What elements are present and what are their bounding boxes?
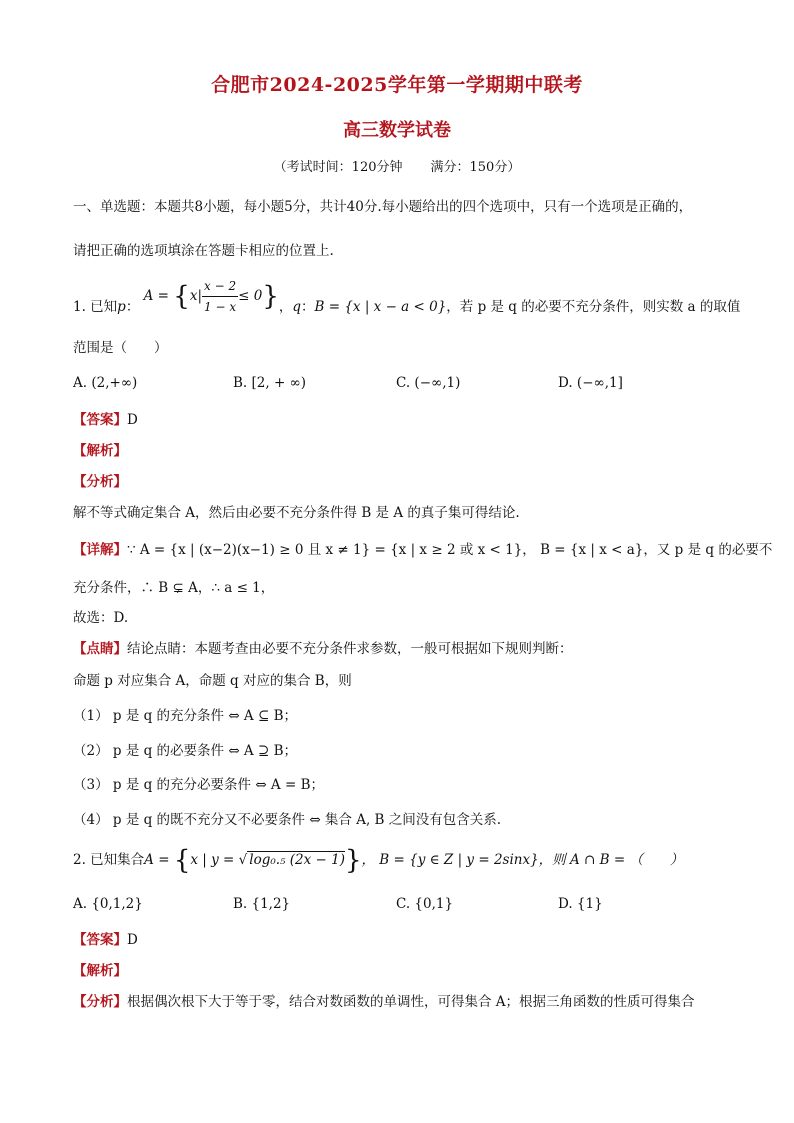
- q1-answer: [73, 410, 138, 430]
- q2-answer: [73, 930, 138, 950]
- q1-fenxi-tag: 【分析】: [73, 474, 127, 490]
- point-tag: 【点睛】: [73, 641, 127, 657]
- right-brace: }: [262, 281, 279, 312]
- q2-fenxi: [73, 992, 695, 1012]
- right-brace: }: [344, 845, 362, 876]
- left-brace: {: [173, 281, 190, 312]
- question-2-stem: [73, 845, 684, 876]
- q1-set-a: [144, 276, 279, 317]
- exam-subtitle: 高三数学试卷: [343, 120, 451, 141]
- fenxi-tag: 【分析】: [73, 994, 127, 1010]
- section-instructions-line1: 一、单选题：本题共8小题，每小题5分，共计40分.每小题给出的四个选项中，只有一个选项是正确的，: [73, 199, 693, 215]
- detail-text: ∵ A = {x | (x−2)(x−1) ≥ 0 且 x ≠ 1} = {x | x ≥ 2 或 x < 1}， B = {x | x < a}，又 p 是 q 的必要不: [127, 542, 773, 558]
- q1-choose: 故选：D.: [73, 610, 129, 626]
- q2-analysis-tag: 【解析】: [73, 963, 127, 979]
- question-2-options: [73, 894, 723, 914]
- q1-colon: ：: [125, 299, 140, 315]
- q1-fenxi: 解不等式确定集合 A，然后由必要不充分条件得 B 是 A 的真子集可得结论.: [73, 505, 520, 521]
- answer-value: D: [127, 932, 138, 948]
- q1-rule-intro: 命题 p 对应集合 A，命题 q 对应的集合 B，则: [73, 673, 352, 689]
- q1-rule-2: （2） p 是 q 的必要条件 ⇔ A ⊇ B；: [73, 743, 297, 759]
- point-text: 结论点睛：本题考查由必要不充分条件求参数，一般可根据如下规则判断：: [127, 641, 573, 657]
- q2-sqrt-body: log₀.₅ (2x − 1): [249, 852, 345, 868]
- q1-rule-1: （1） p 是 q 的充分条件 ⇔ A ⊆ B；: [73, 708, 297, 724]
- question-1-line2: 范围是（ ）: [73, 340, 168, 356]
- section-instructions-line2: 请把正确的选项填涂在答题卡相应的位置上.: [73, 243, 334, 259]
- q1-point: [73, 639, 573, 659]
- q1-set-a-rest: ≤ 0: [238, 288, 263, 304]
- exam-time: （考试时间：120分钟: [273, 160, 403, 175]
- q1-fraction: [202, 276, 238, 317]
- q1-set-b: B = {x | x − a < 0}: [314, 299, 447, 315]
- answer-tag: 【答案】: [73, 932, 127, 948]
- answer-value: D: [127, 412, 138, 428]
- q1-analysis-tag: 【解析】: [73, 443, 127, 459]
- answer-tag: 【答案】: [73, 412, 127, 428]
- q1-frac-den: 1 − x: [204, 300, 237, 314]
- q2-prefix: 2. 已知集合: [73, 852, 145, 868]
- q1-bar: |: [197, 288, 203, 304]
- detail-tag: 【详解】: [73, 542, 127, 558]
- exam-title: 合肥市2024-2025学年第一学期期中联考: [211, 74, 583, 96]
- question-1-options: [73, 373, 723, 393]
- left-brace: {: [173, 845, 191, 876]
- q1-q: q: [292, 299, 302, 315]
- fenxi-text: 根据偶次根下大于等于零，结合对数函数的单调性，可得集合 A；根据三角函数的性质可得集合: [127, 994, 695, 1010]
- q2-set-b: ， B = {y ∈ Z | y = 2sinx}，则 A ∩ B = （ ）: [361, 852, 684, 868]
- q1-rule-3: （3） p 是 q 的充分必要条件 ⇔ A = B；: [73, 777, 324, 793]
- question-1-stem: [73, 279, 741, 317]
- q1-set-a-left: A =: [143, 288, 174, 304]
- q1-sep: ，: [278, 299, 293, 315]
- q1-frac-num: x − 2: [202, 276, 238, 297]
- exam-info: [0, 156, 794, 175]
- q1-detail-line1: [73, 540, 772, 560]
- q1-set-a-x: x: [189, 288, 198, 304]
- q2-option-d: D. {1}: [558, 896, 603, 912]
- q1-detail-line2: 充分条件，∴ B ⊊ A，∴ a ≤ 1，: [73, 580, 275, 596]
- q1-colon2: ：: [301, 299, 315, 315]
- q2-set-a-body: x | y =: [190, 852, 239, 868]
- q1-option-c: C. (−∞,1): [396, 375, 461, 391]
- q1-option-b: B. [2, + ∞): [233, 375, 307, 391]
- q1-p: p: [117, 299, 126, 315]
- q2-set-a-left: A =: [144, 852, 174, 868]
- exam-score: 满分：150分）: [430, 160, 521, 175]
- q1-option-a: A. (2,+∞): [73, 375, 138, 391]
- sqrt-sign: √: [238, 852, 248, 868]
- q1-option-d: D. (−∞,1]: [558, 375, 623, 391]
- q2-option-a: A. {0,1,2}: [73, 896, 143, 912]
- q1-tail: ，若 p 是 q 的必要不充分条件，则实数 a 的取值: [446, 299, 741, 315]
- q2-option-b: B. {1,2}: [233, 896, 291, 912]
- q2-option-c: C. {0,1}: [396, 896, 454, 912]
- q1-rule-4: （4） p 是 q 的既不充分又不必要条件 ⇔ 集合 A, B 之间没有包含关系.: [73, 812, 502, 828]
- q1-prefix: 1. 已知: [73, 299, 118, 315]
